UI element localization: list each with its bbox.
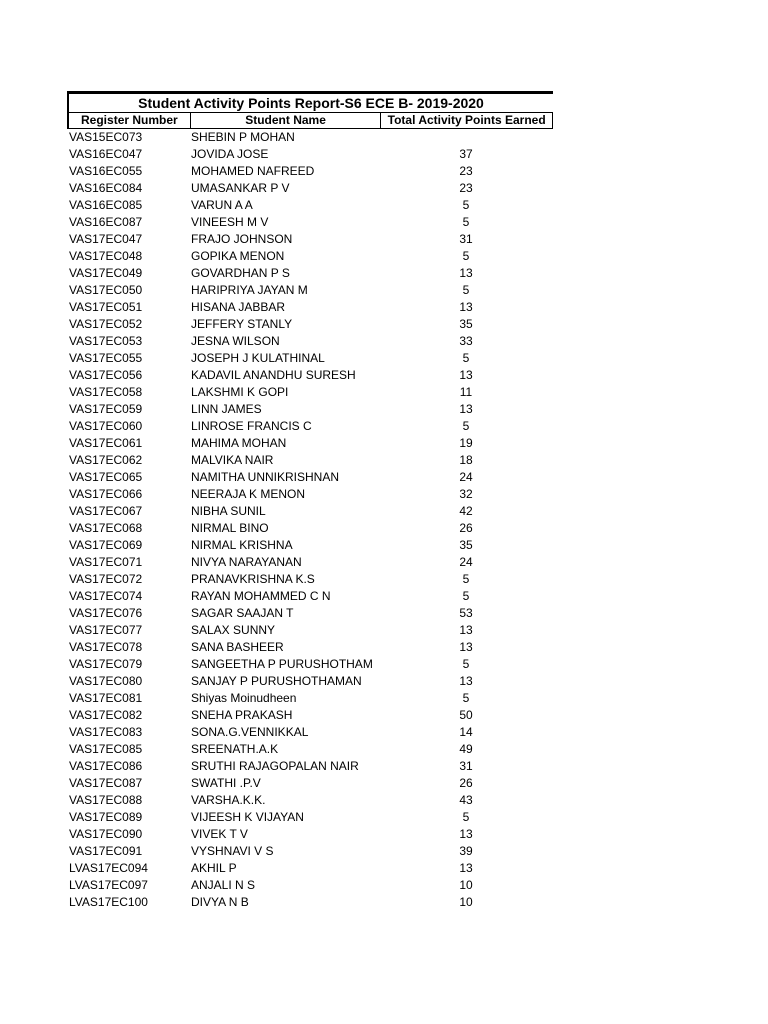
- activity-points-cell: 42: [459, 504, 473, 518]
- column-header-student-name: Student Name: [190, 113, 381, 128]
- register-number-cell: VAS16EC047: [69, 147, 143, 161]
- table-row: [67, 333, 553, 350]
- register-number-cell: VAS17EC069: [69, 538, 143, 552]
- table-row: [67, 350, 553, 367]
- register-number-cell: VAS17EC072: [69, 572, 143, 586]
- activity-points-cell: 23: [459, 181, 473, 195]
- report-title: Student Activity Points Report-S6 ECE B- 2019-2020: [67, 91, 553, 112]
- student-name-cell: SHEBIN P MOHAN: [191, 130, 295, 144]
- register-number-cell: VAS17EC047: [69, 232, 143, 246]
- student-name-cell: LINROSE FRANCIS C: [191, 419, 312, 433]
- register-number-cell: VAS17EC061: [69, 436, 143, 450]
- student-name-cell: HARIPRIYA JAYAN M: [191, 283, 308, 297]
- register-number-cell: VAS17EC053: [69, 334, 143, 348]
- student-name-cell: SANA BASHEER: [191, 640, 284, 654]
- register-number-cell: VAS17EC086: [69, 759, 143, 773]
- activity-points-cell: 11: [459, 385, 473, 399]
- register-number-cell: VAS17EC085: [69, 742, 143, 756]
- table-row: [67, 588, 553, 605]
- activity-points-cell: 5: [462, 198, 470, 212]
- activity-points-cell: 49: [459, 742, 473, 756]
- table-row: [67, 180, 553, 197]
- student-name-cell: SANGEETHA P PURUSHOTHAM: [191, 657, 373, 671]
- register-number-cell: LVAS17EC100: [69, 895, 148, 909]
- student-name-cell: NIBHA SUNIL: [191, 504, 266, 518]
- activity-points-cell: 5: [462, 691, 470, 705]
- activity-points-cell: 5: [462, 215, 470, 229]
- activity-points-cell: 31: [459, 759, 473, 773]
- table-row: [67, 775, 553, 792]
- table-row: [67, 758, 553, 775]
- student-name-cell: JESNA WILSON: [191, 334, 280, 348]
- register-number-cell: VAS16EC085: [69, 198, 143, 212]
- activity-points-cell: 53: [459, 606, 473, 620]
- student-name-cell: VIJEESH K VIJAYAN: [191, 810, 304, 824]
- table-row: [67, 877, 553, 894]
- student-name-cell: Shiyas Moinudheen: [191, 691, 297, 705]
- student-name-cell: PRANAVKRISHNA K.S: [191, 572, 315, 586]
- table-row: [67, 809, 553, 826]
- activity-points-cell: 13: [459, 640, 473, 654]
- student-name-cell: VINEESH M V: [191, 215, 269, 229]
- table-row: [67, 214, 553, 231]
- table-row: [67, 486, 553, 503]
- student-name-cell: VARSHA.K.K.: [191, 793, 266, 807]
- activity-points-cell: 13: [459, 861, 473, 875]
- register-number-cell: LVAS17EC097: [69, 878, 148, 892]
- activity-points-cell: 32: [459, 487, 473, 501]
- register-number-cell: VAS17EC056: [69, 368, 143, 382]
- register-number-cell: VAS16EC055: [69, 164, 143, 178]
- activity-points-cell: 13: [459, 368, 473, 382]
- activity-points-cell: 5: [462, 657, 470, 671]
- student-name-cell: GOVARDHAN P S: [191, 266, 290, 280]
- register-number-cell: VAS16EC084: [69, 181, 143, 195]
- table-row: [67, 146, 553, 163]
- register-number-cell: VAS17EC088: [69, 793, 143, 807]
- student-name-cell: NEERAJA K MENON: [191, 487, 306, 501]
- student-name-cell: SRUTHI RAJAGOPALAN NAIR: [191, 759, 359, 773]
- student-name-cell: VYSHNAVI V S: [191, 844, 274, 858]
- student-name-cell: MOHAMED NAFREED: [191, 164, 315, 178]
- column-header-total-points: Total Activity Points Earned: [380, 113, 552, 128]
- activity-points-cell: 5: [462, 589, 470, 603]
- activity-points-cell: 31: [459, 232, 473, 246]
- activity-points-cell: 35: [459, 317, 473, 331]
- table-row: [67, 656, 553, 673]
- table-row: [67, 792, 553, 809]
- table-body: [67, 129, 553, 911]
- table-row: [67, 571, 553, 588]
- register-number-cell: VAS17EC077: [69, 623, 143, 637]
- register-number-cell: VAS17EC080: [69, 674, 143, 688]
- table-row: [67, 724, 553, 741]
- student-name-cell: LAKSHMI K GOPI: [191, 385, 289, 399]
- student-name-cell: SANJAY P PURUSHOTHAMAN: [191, 674, 362, 688]
- activity-points-cell: 24: [459, 470, 473, 484]
- register-number-cell: VAS17EC050: [69, 283, 143, 297]
- activity-points-cell: 33: [459, 334, 473, 348]
- register-number-cell: VAS17EC066: [69, 487, 143, 501]
- activity-points-cell: 13: [459, 266, 473, 280]
- table-row: [67, 537, 553, 554]
- table-row: [67, 418, 553, 435]
- activity-points-cell: [381, 129, 553, 146]
- activity-points-cell: 24: [459, 555, 473, 569]
- activity-points-cell: 13: [459, 402, 473, 416]
- student-name-cell: NIRMAL BINO: [191, 521, 269, 535]
- table-row: [67, 622, 553, 639]
- register-number-cell: VAS17EC074: [69, 589, 143, 603]
- register-number-cell: VAS17EC055: [69, 351, 143, 365]
- table-row: [67, 367, 553, 384]
- register-number-cell: VAS17EC058: [69, 385, 143, 399]
- student-name-cell: SNEHA PRAKASH: [191, 708, 293, 722]
- table-row: [67, 282, 553, 299]
- table-row: [67, 384, 553, 401]
- register-number-cell: VAS17EC090: [69, 827, 143, 841]
- student-name-cell: NIRMAL KRISHNA: [191, 538, 293, 552]
- activity-points-cell: 39: [459, 844, 473, 858]
- table-row: [67, 554, 553, 571]
- table-row: [67, 843, 553, 860]
- activity-points-report: [67, 91, 553, 911]
- register-number-cell: VAS17EC048: [69, 249, 143, 263]
- register-number-cell: VAS17EC067: [69, 504, 143, 518]
- activity-points-cell: 10: [459, 895, 473, 909]
- student-name-cell: UMASANKAR P V: [191, 181, 290, 195]
- activity-points-cell: 18: [459, 453, 473, 467]
- activity-points-cell: 50: [459, 708, 473, 722]
- table-row: [67, 163, 553, 180]
- student-name-cell: DIVYA N B: [191, 895, 249, 909]
- activity-points-cell: 5: [462, 249, 470, 263]
- register-number-cell: VAS17EC071: [69, 555, 143, 569]
- table-row: [67, 741, 553, 758]
- student-name-cell: ANJALI N S: [191, 878, 256, 892]
- student-name-cell: MALVIKA NAIR: [191, 453, 274, 467]
- activity-points-cell: 5: [462, 419, 470, 433]
- register-number-cell: VAS17EC079: [69, 657, 143, 671]
- table-row: [67, 860, 553, 877]
- register-number-cell: VAS17EC068: [69, 521, 143, 535]
- activity-points-cell: 13: [459, 674, 473, 688]
- student-name-cell: VARUN A A: [191, 198, 253, 212]
- activity-points-cell: 43: [459, 793, 473, 807]
- activity-points-cell: 10: [459, 878, 473, 892]
- student-name-cell: MAHIMA MOHAN: [191, 436, 287, 450]
- column-header-register-number: Register Number: [81, 113, 178, 127]
- table-row: [67, 197, 553, 214]
- register-number-cell: VAS17EC051: [69, 300, 143, 314]
- activity-points-cell: 5: [462, 283, 470, 297]
- student-name-cell: HISANA JABBAR: [191, 300, 286, 314]
- student-name-cell: SONA.G.VENNIKKAL: [191, 725, 309, 739]
- table-row: [67, 401, 553, 418]
- table-row: [67, 469, 553, 486]
- table-row: [67, 503, 553, 520]
- table-header: [67, 112, 553, 129]
- register-number-cell: VAS17EC062: [69, 453, 143, 467]
- register-number-cell: VAS16EC087: [69, 215, 143, 229]
- register-number-cell: VAS17EC081: [69, 691, 143, 705]
- table-row: [67, 690, 553, 707]
- register-number-cell: VAS17EC076: [69, 606, 143, 620]
- student-name-cell: FRAJO JOHNSON: [191, 232, 293, 246]
- activity-points-cell: 13: [459, 300, 473, 314]
- register-number-cell: VAS17EC082: [69, 708, 143, 722]
- student-name-cell: VIVEK T V: [191, 827, 248, 841]
- activity-points-cell: 26: [459, 776, 473, 790]
- activity-points-cell: 5: [462, 572, 470, 586]
- activity-points-cell: 5: [462, 351, 470, 365]
- activity-points-cell: 5: [462, 810, 470, 824]
- register-number-cell: VAS17EC049: [69, 266, 143, 280]
- register-number-cell: VAS17EC078: [69, 640, 143, 654]
- register-number-cell: VAS17EC083: [69, 725, 143, 739]
- table-row: [67, 605, 553, 622]
- activity-points-cell: 37: [459, 147, 473, 161]
- activity-points-cell: 14: [459, 725, 473, 739]
- activity-points-cell: 23: [459, 164, 473, 178]
- register-number-cell: VAS17EC089: [69, 810, 143, 824]
- student-name-cell: NIVYA NARAYANAN: [191, 555, 302, 569]
- table-row: [67, 452, 553, 469]
- activity-points-cell: 13: [459, 623, 473, 637]
- register-number-cell: VAS15EC073: [69, 130, 143, 144]
- student-name-cell: JOSEPH J KULATHINAL: [191, 351, 325, 365]
- table-row: [67, 707, 553, 724]
- table-row: [67, 520, 553, 537]
- table-row: [67, 265, 553, 282]
- activity-points-cell: 19: [459, 436, 473, 450]
- student-name-cell: NAMITHA UNNIKRISHNAN: [191, 470, 340, 484]
- register-number-cell: VAS17EC065: [69, 470, 143, 484]
- register-number-cell: VAS17EC052: [69, 317, 143, 331]
- table-row: [67, 299, 553, 316]
- register-number-cell: VAS17EC059: [69, 402, 143, 416]
- student-name-cell: SAGAR SAAJAN T: [191, 606, 294, 620]
- student-name-cell: JOVIDA JOSE: [191, 147, 269, 161]
- table-row: [67, 129, 553, 146]
- table-row: [67, 248, 553, 265]
- table-row: [67, 826, 553, 843]
- table-row: [67, 673, 553, 690]
- student-name-cell: SREENATH.A.K: [191, 742, 279, 756]
- activity-points-cell: 35: [459, 538, 473, 552]
- student-name-cell: SALAX SUNNY: [191, 623, 276, 637]
- table-row: [67, 639, 553, 656]
- student-name-cell: SWATHI .P.V: [191, 776, 261, 790]
- student-name-cell: JEFFERY STANLY: [191, 317, 293, 331]
- table-row: [67, 435, 553, 452]
- student-name-cell: KADAVIL ANANDHU SURESH: [191, 368, 356, 382]
- student-name-cell: LINN JAMES: [191, 402, 262, 416]
- activity-points-cell: 13: [459, 827, 473, 841]
- activity-points-cell: 26: [459, 521, 473, 535]
- register-number-cell: VAS17EC087: [69, 776, 143, 790]
- register-number-cell: VAS17EC091: [69, 844, 143, 858]
- register-number-cell: LVAS17EC094: [69, 861, 148, 875]
- student-name-cell: AKHIL P: [191, 861, 237, 875]
- table-row: [67, 316, 553, 333]
- table-row: [67, 231, 553, 248]
- student-name-cell: GOPIKA MENON: [191, 249, 285, 263]
- student-name-cell: RAYAN MOHAMMED C N: [191, 589, 331, 603]
- table-row: [67, 894, 553, 911]
- register-number-cell: VAS17EC060: [69, 419, 143, 433]
